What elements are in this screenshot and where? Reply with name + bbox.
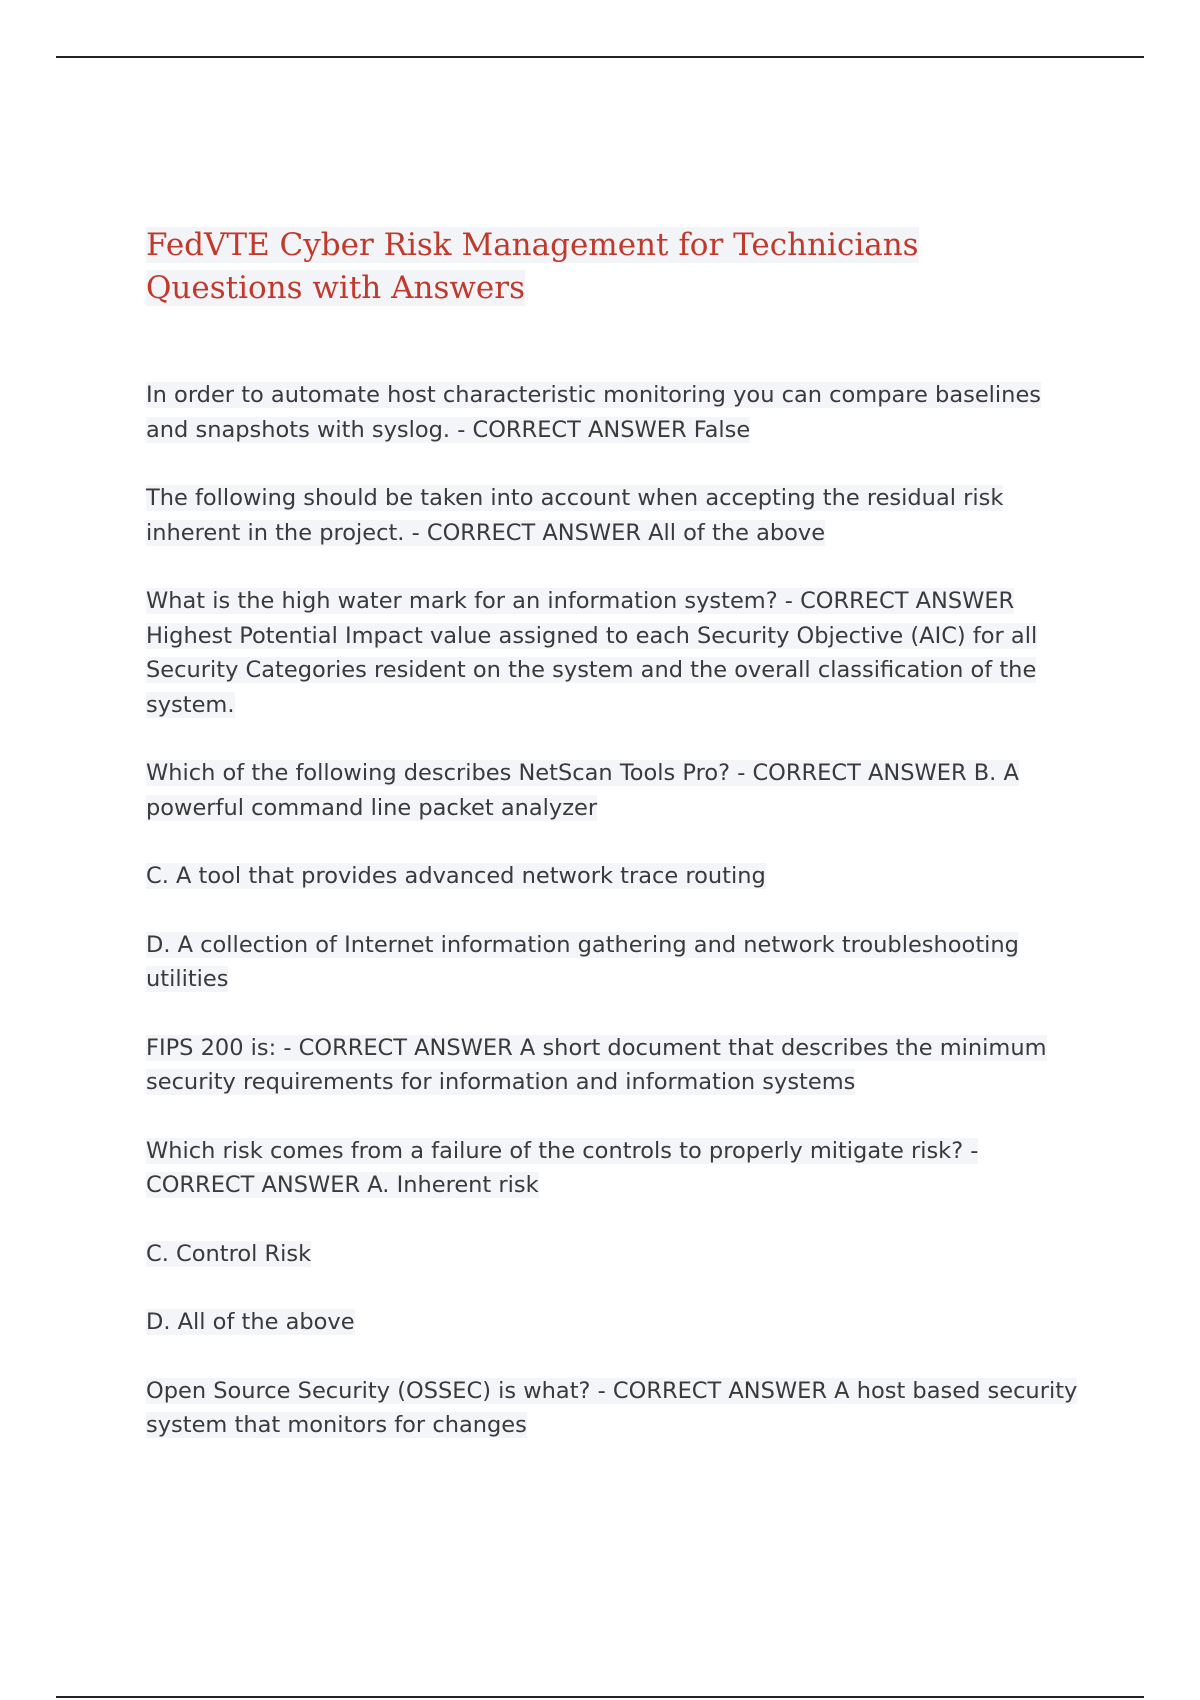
qa-paragraph: C. Control Risk — [146, 1240, 312, 1267]
header-rule — [56, 56, 1144, 58]
qa-paragraph: D. All of the above — [146, 1309, 355, 1335]
qa-paragraph: FIPS 200 is: - CORRECT ANSWER A short document that describes the minimum security requirements for information and information systems — [146, 1034, 1047, 1095]
qa-paragraph: What is the high water mark for an information system? - CORRECT ANSWER Highest Potential Impact value assigned to each Security Objective (AIC) for all Security Categories resident on the system and the overall classification of the system. — [146, 588, 1038, 718]
qa-list — [146, 378, 1086, 1477]
document-title: FedVTE Cyber Risk Management for Technicians Questions with Answers — [146, 227, 919, 306]
qa-paragraph: Which risk comes from a failure of the controls to properly mitigate risk? - CORRECT ANSWER A. Inherent risk — [146, 1137, 979, 1198]
qa-paragraph: D. A collection of Internet information gathering and network troubleshooting utilities — [146, 931, 1019, 992]
qa-paragraph: Which of the following describes NetScan Tools Pro? - CORRECT ANSWER B. A powerful command line packet analyzer — [146, 760, 1019, 821]
footer-rule — [56, 1696, 1144, 1698]
qa-paragraph: Open Source Security (OSSEC) is what? - CORRECT ANSWER A host based security system that monitors for changes — [146, 1377, 1078, 1438]
qa-paragraph: In order to automate host characteristic monitoring you can compare baselines and snapshots with syslog. - CORRECT ANSWER False — [146, 382, 1042, 443]
qa-paragraph: The following should be taken into account when accepting the residual risk inherent in the project. - CORRECT ANSWER All of the above — [146, 485, 1004, 546]
qa-paragraph: C. A tool that provides advanced network trace routing — [146, 863, 766, 889]
